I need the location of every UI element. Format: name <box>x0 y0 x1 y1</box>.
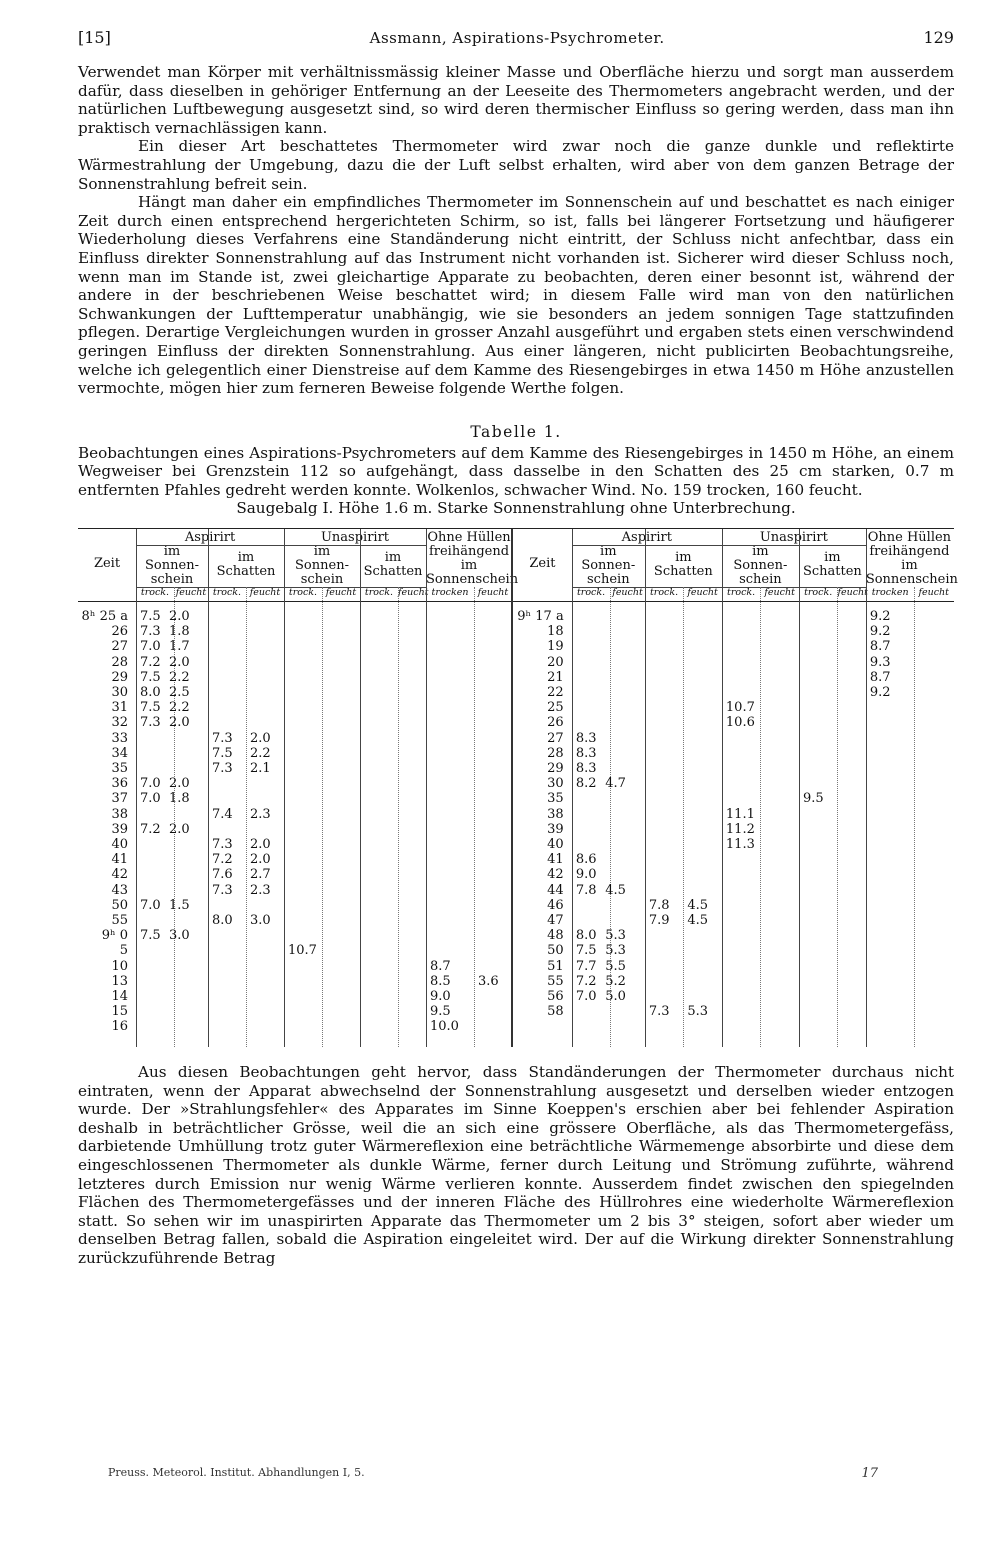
time-cell: 41 <box>547 852 564 868</box>
table-row <box>78 867 511 882</box>
value-cell: 7.6 <box>212 867 233 883</box>
value-cell: 5.2 <box>605 973 626 989</box>
table-row <box>78 761 511 776</box>
time-cell: 15 <box>111 1004 128 1020</box>
time-cell: 26 <box>111 624 128 640</box>
table-row <box>78 1004 511 1019</box>
value-cell: 1.8 <box>169 624 190 640</box>
table-row <box>78 731 511 746</box>
table-row <box>513 928 954 943</box>
header-aspirirt: Aspirirt <box>621 530 672 546</box>
value-cell: 4.5 <box>687 897 709 913</box>
value-cell: 3.6 <box>478 973 499 989</box>
value-cell: 7.2 <box>575 973 597 989</box>
table-row <box>513 609 954 624</box>
header-schein-u: schein <box>739 572 782 588</box>
time-cell: 16 <box>111 1019 128 1035</box>
header-rule-1 <box>284 545 426 546</box>
value-cell: 8.2 <box>575 776 597 792</box>
table-row <box>513 883 954 898</box>
value-cell: 7.8 <box>648 897 670 913</box>
table-row <box>513 913 954 928</box>
table-row <box>513 974 954 989</box>
value-cell: 9.0 <box>575 867 597 883</box>
table-row <box>78 883 511 898</box>
table-left-half <box>78 529 519 1047</box>
value-cell: 7.0 <box>140 776 161 792</box>
time-cell: 37 <box>111 791 128 807</box>
header-im-ohne: im <box>901 558 918 574</box>
header-freihaengend: freihängend <box>869 544 950 560</box>
header-im-ohne: im <box>460 558 478 574</box>
header-aspirirt: Aspirirt <box>184 530 236 546</box>
value-cell: 2.0 <box>169 654 190 670</box>
value-cell: 2.0 <box>169 821 190 837</box>
table-header <box>513 529 958 602</box>
time-cell: 50 <box>547 943 564 959</box>
time-cell: 39 <box>111 821 128 837</box>
table-row <box>78 776 511 791</box>
table-header <box>78 529 519 602</box>
value-cell: 8.7 <box>869 669 891 685</box>
header-schatten-u: Schatten <box>363 564 423 580</box>
value-cell: 7.7 <box>575 958 597 974</box>
value-cell: 7.5 <box>140 609 161 625</box>
header-sub-trock-4: trock. <box>727 587 756 599</box>
table-row <box>78 624 511 639</box>
header-zeit: Zeit <box>93 556 121 572</box>
value-cell: 7.2 <box>140 821 161 837</box>
table-right-half <box>511 529 958 1047</box>
header-sonnen-u: Sonnen- <box>733 558 788 574</box>
header-schatten-u: Schatten <box>802 564 862 580</box>
time-cell: 30 <box>111 685 128 701</box>
value-cell: 4.5 <box>605 882 626 898</box>
value-cell: 9.2 <box>869 685 891 701</box>
header-sonnenschein-ohne: Sonnenschein <box>865 572 958 588</box>
value-cell: 1.8 <box>169 791 190 807</box>
table-row <box>78 852 511 867</box>
time-cell: 27 <box>111 639 128 655</box>
value-cell: 7.9 <box>648 913 670 929</box>
value-cell: 7.0 <box>140 791 161 807</box>
table-row <box>513 867 954 882</box>
value-cell: 8.0 <box>140 685 161 701</box>
value-cell: 8.3 <box>575 745 597 761</box>
value-cell: 2.0 <box>250 730 271 746</box>
value-cell: 5.0 <box>605 989 626 1005</box>
paragraph-1: Verwendet man Körper mit verhältnissmässig kleiner Masse und Oberfläche hierzu und sorgt man ausserdem dafür, dass dieselben in gehöriger Entfernung an der Leeseite des Thermometers angebracht werden, und der natürlichen Luftbewegung ausgesetzt sind, so wird deren thermischer Einfluss so gering werden, dass man ihn praktisch vernachlässigen kann. <box>78 63 954 137</box>
header-sub-feucht-5: feucht <box>764 587 795 599</box>
value-cell: 5.3 <box>605 943 626 959</box>
table-row <box>78 715 511 730</box>
value-cell: 8.7 <box>869 639 891 655</box>
table-row <box>513 822 954 837</box>
header-sub-trocken-8: trocken <box>871 587 909 599</box>
value-cell: 11.1 <box>725 806 755 822</box>
time-cell: 33 <box>111 730 128 746</box>
time-cell: 47 <box>547 913 564 929</box>
value-cell: 10.6 <box>725 715 755 731</box>
time-cell: 35 <box>547 791 564 807</box>
table-row <box>513 837 954 852</box>
header-ohne-huellen: Ohne Hüllen <box>427 530 511 546</box>
time-cell: 18 <box>547 624 564 640</box>
table-row <box>78 609 511 624</box>
table-row <box>513 776 954 791</box>
table-row <box>513 761 954 776</box>
table-row <box>78 746 511 761</box>
table-row <box>513 852 954 867</box>
table-row <box>513 746 954 761</box>
value-cell: 7.3 <box>648 1004 670 1020</box>
value-cell: 9.2 <box>869 624 891 640</box>
time-cell: 9ʰ 17 a <box>517 609 564 625</box>
paragraph-2: Ein dieser Art beschattetes Thermometer wird zwar noch die ganze dunkle und reflektirte Wärmestrahlung der Umgebung, dazu die der Luft selbst erhalten, wird aber von dem ganzen Betrage der Sonnenstrahlung befreit sein. <box>78 137 954 193</box>
value-cell: 7.3 <box>212 730 233 746</box>
value-cell: 7.3 <box>212 761 233 777</box>
value-cell: 7.4 <box>212 806 233 822</box>
value-cell: 2.7 <box>250 867 271 883</box>
header-unaspirirt: Unaspirirt <box>320 530 390 546</box>
table-row <box>78 959 511 974</box>
time-cell: 25 <box>547 700 564 716</box>
time-cell: 38 <box>111 806 128 822</box>
value-cell: 2.0 <box>250 852 271 868</box>
value-cell: 7.5 <box>212 745 233 761</box>
table-caption-last-line: Saugebalg I. Höhe 1.6 m. Starke Sonnenstrahlung ohne Unterbrechung. <box>236 499 796 518</box>
time-cell: 13 <box>111 973 128 989</box>
time-cell: 36 <box>111 776 128 792</box>
time-cell: 30 <box>547 776 564 792</box>
table-row <box>513 700 954 715</box>
header-sub-trock-4: trock. <box>288 587 318 599</box>
header-sub-trock-0: trock. <box>140 587 170 599</box>
header-sub-feucht-1: feucht <box>612 587 643 599</box>
value-cell: 10.7 <box>725 700 755 716</box>
page <box>78 28 958 1268</box>
value-cell: 7.3 <box>140 624 161 640</box>
value-cell: 7.5 <box>575 943 597 959</box>
value-cell: 2.0 <box>169 609 190 625</box>
table-row <box>513 898 954 913</box>
table-row <box>78 791 511 806</box>
value-cell: 5.5 <box>605 958 626 974</box>
time-cell: 29 <box>111 669 128 685</box>
header-sub-feucht-3: feucht <box>249 587 281 599</box>
table-row <box>513 685 954 700</box>
time-cell: 21 <box>547 669 564 685</box>
time-cell: 58 <box>547 1004 564 1020</box>
value-cell: 5.3 <box>605 928 626 944</box>
time-cell: 28 <box>111 654 128 670</box>
value-cell: 9.2 <box>869 609 891 625</box>
header-im-a2: im <box>237 550 255 566</box>
time-cell: 50 <box>111 897 128 913</box>
value-cell: 8.7 <box>430 958 451 974</box>
table-row <box>78 974 511 989</box>
header-rule-0 <box>572 545 722 546</box>
value-cell: 9.5 <box>430 1004 451 1020</box>
header-im-u2: im <box>824 550 841 566</box>
value-cell: 7.5 <box>140 700 161 716</box>
table-row <box>78 655 511 670</box>
time-cell: 28 <box>547 745 564 761</box>
table-row <box>513 807 954 822</box>
table-row <box>78 670 511 685</box>
value-cell: 8.3 <box>575 761 597 777</box>
time-cell: 22 <box>547 685 564 701</box>
value-cell: 1.5 <box>169 897 190 913</box>
value-cell: 2.2 <box>250 745 271 761</box>
observation-table <box>78 528 958 1047</box>
time-cell: 43 <box>111 882 128 898</box>
value-cell: 5.3 <box>687 1004 709 1020</box>
value-cell: 8.3 <box>575 730 597 746</box>
header-schatten-a: Schatten <box>653 564 713 580</box>
value-cell: 10.7 <box>288 943 317 959</box>
value-cell: 3.0 <box>169 928 190 944</box>
value-cell: 7.0 <box>140 639 161 655</box>
table-title: Tabelle 1. <box>470 422 562 441</box>
header-sub-feucht-7: feucht <box>837 587 868 599</box>
value-cell: 7.2 <box>212 852 233 868</box>
header-im-u1: im <box>313 544 331 560</box>
header-sub-trock-6: trock. <box>364 587 394 599</box>
value-cell: 2.3 <box>250 882 271 898</box>
header-title: Assmann, Aspirations-Psychrometer. <box>369 29 665 47</box>
time-cell: 40 <box>547 837 564 853</box>
time-cell: 55 <box>111 913 128 929</box>
value-cell: 8.0 <box>575 928 597 944</box>
value-cell: 8.0 <box>212 913 233 929</box>
value-cell: 2.0 <box>169 776 190 792</box>
time-cell: 10 <box>111 958 128 974</box>
header-rule-2 <box>572 587 866 588</box>
value-cell: 8.5 <box>430 973 451 989</box>
header-sonnenschein-ohne: Sonnenschein <box>426 572 519 588</box>
header-rule-2 <box>136 587 426 588</box>
value-cell: 7.0 <box>140 897 161 913</box>
header-sub-trock-0: trock. <box>576 587 606 599</box>
table-row <box>513 715 954 730</box>
value-cell: 7.2 <box>140 654 161 670</box>
table-caption: Beobachtungen eines Aspirations-Psychrometers auf dem Kamme des Riesengebirges in 1450 m Höhe, an einem Wegweiser bei Grenzstein 112 so aufgehängt, dass dasselbe in den Schatten des 25 cm starken, 0.7 m entfernten Pfahles gedreht werden konnte. Wolkenlos, schwacher Wind. No. 159 trocken, 160 feucht. <box>78 443 954 499</box>
time-cell: 27 <box>547 730 564 746</box>
value-cell: 3.0 <box>250 913 271 929</box>
value-cell: 7.3 <box>212 837 233 853</box>
header-sub-trock-2: trock. <box>649 587 679 599</box>
value-cell: 9.3 <box>869 654 891 670</box>
time-cell: 48 <box>547 928 564 944</box>
header-sonnen-u: Sonnen- <box>295 558 349 574</box>
header-sonnen-a: Sonnen- <box>145 558 199 574</box>
table-row <box>78 913 511 928</box>
time-cell: 51 <box>547 958 564 974</box>
header-freihaengend: freihängend <box>428 544 510 560</box>
footer-sheet-number: 17 <box>861 1466 878 1481</box>
header-im-u1: im <box>752 544 769 560</box>
header-sub-feucht-9: feucht <box>477 587 509 599</box>
header-im-u2: im <box>384 550 402 566</box>
header-unaspirirt: Unaspirirt <box>759 530 828 546</box>
time-cell: 14 <box>111 989 128 1005</box>
header-sub-trocken-8: trocken <box>431 587 469 599</box>
value-cell: 11.2 <box>725 821 755 837</box>
value-cell: 2.1 <box>250 761 271 777</box>
table-row <box>78 928 511 943</box>
page-footer <box>108 1466 878 1481</box>
value-cell: 7.3 <box>140 715 161 731</box>
time-cell: 56 <box>547 989 564 1005</box>
time-cell: 38 <box>547 806 564 822</box>
header-sub-feucht-9: feucht <box>918 587 949 599</box>
table-row <box>78 700 511 715</box>
table-row <box>513 639 954 654</box>
table-row <box>513 989 954 1004</box>
value-cell: 7.0 <box>575 989 597 1005</box>
header-schein-a: schein <box>150 572 194 588</box>
value-cell: 2.0 <box>250 837 271 853</box>
table-row <box>513 624 954 639</box>
table-row <box>78 685 511 700</box>
value-cell: 4.5 <box>687 913 709 929</box>
value-cell: 8.6 <box>575 852 597 868</box>
time-cell: 55 <box>547 973 564 989</box>
value-cell: 7.3 <box>212 882 233 898</box>
time-cell: 46 <box>547 897 564 913</box>
header-im-a2: im <box>675 550 692 566</box>
time-cell: 9ʰ 0 <box>101 928 128 944</box>
time-cell: 29 <box>547 761 564 777</box>
time-cell: 31 <box>111 700 128 716</box>
header-rule-0 <box>136 545 284 546</box>
time-cell: 8ʰ 25 a <box>81 609 128 625</box>
time-cell: 19 <box>547 639 564 655</box>
header-sub-trock-6: trock. <box>804 587 833 599</box>
paragraph-after-table: Aus diesen Beobachtungen geht hervor, dass Standänderungen der Thermometer durchaus nicht eintraten, wenn der Apparat abwechselnd der Sonnenstrahlung ausgesetzt und derselben wieder entzogen wurde. Der »Strahlungsfehler« des Apparates im Sinne Koeppen's erschien aber bei fehlender Aspiration deshalb in beträchtlicher Grösse, weil die an sich eine grössere Oberfläche, als das Thermometergefäss, darbietende Umhüllung trotz guter Wärmereflexion eine beträchtliche Wärmemenge absorbirte und diese dem eingeschlossenen Thermometer als dunkle Wärme, ferner durch Leitung und Strömung zuführte, während letzteres durch Emission nur wenig Wärme verlieren konnte. Ausserdem findet zwischen den spiegelnden Flächen des Thermometergefässes und der inneren Fläche des Hüllrohres eine wiederholte Wärmereflexion statt. So sehen wir im unaspirirten Apparate das Thermometer um 2 bis 3° steigen, sofort aber wieder um denselben Betrag fallen, sobald die Aspiration eingeleitet wird. Der auf die Wirkung direkter Sonnenstrahlung zurückzuführende Betrag <box>78 1063 954 1267</box>
table-row <box>78 1019 511 1034</box>
table-row <box>78 837 511 852</box>
header-sonnen-a: Sonnen- <box>581 558 636 574</box>
time-cell: 26 <box>547 715 564 731</box>
paragraph-3: Hängt man daher ein empfindliches Thermometer im Sonnenschein auf und beschattet es nach einiger Zeit durch einen entsprechend hergerichteten Schirm, so ist, falls bei längerer Fortsetzung und häufigerer Wiederholung dieses Verfahrens eine Standänderung nicht eintritt, der Schluss nicht anfechtbar, dass ein Einfluss direkter Sonnenstrahlung auf das Instrument nicht vorhanden ist. Sicherer wird dieser Schluss noch, wenn man im Stande ist, zwei gleichartige Apparate zu beobachten, deren einer besonnt ist, während der andere in der beschriebenen Weise beschattet wird; in diesem Falle wird man von den natürlichen Schwankungen der Lufttemperatur unabhängig, wie sie besonders an jedem sonnigen Tage stattzufinden pflegen. Derartige Vergleichungen wurden in grosser Anzahl ausgeführt und ergaben stets einen verschwindend geringen Einfluss der direkten Sonnenstrahlung. Aus einer längeren, nicht publicirten Beobachtungsreihe, welche ich gelegentlich einer Dienstreise auf dem Kamme des Riesengebirges in etwa 1450 m Höhe anzustellen vermochte, mögen hier zum ferneren Beweise folgende Werthe folgen. <box>78 193 954 398</box>
value-cell: 9.0 <box>430 989 451 1005</box>
table-row <box>513 731 954 746</box>
table-row <box>78 639 511 654</box>
time-cell: 41 <box>111 852 128 868</box>
table-row <box>78 943 511 958</box>
table-row <box>513 1004 954 1019</box>
value-cell: 2.2 <box>169 700 190 716</box>
header-page-number: 129 <box>923 28 954 47</box>
time-cell: 42 <box>547 867 564 883</box>
time-cell: 32 <box>111 715 128 731</box>
header-sub-feucht-1: feucht <box>175 587 207 599</box>
value-cell: 2.2 <box>169 669 190 685</box>
header-schein-a: schein <box>587 572 630 588</box>
value-cell: 7.8 <box>575 882 597 898</box>
table-row <box>513 670 954 685</box>
footer-publication: Preuss. Meteorol. Institut. Abhandlungen I, 5. <box>108 1466 365 1479</box>
table-row <box>513 959 954 974</box>
time-cell: 34 <box>111 745 128 761</box>
value-cell: 2.5 <box>169 685 190 701</box>
time-cell: 20 <box>547 654 564 670</box>
table-row <box>78 822 511 837</box>
header-sub-feucht-3: feucht <box>687 587 718 599</box>
time-cell: 5 <box>119 943 128 959</box>
header-im-a1: im <box>163 544 181 560</box>
table-row <box>513 943 954 958</box>
value-cell: 11.3 <box>725 837 755 853</box>
time-cell: 35 <box>111 761 128 777</box>
time-cell: 44 <box>547 882 564 898</box>
header-schatten-a: Schatten <box>216 564 276 580</box>
header-sub-feucht-7: feucht <box>398 587 429 599</box>
value-cell: 2.3 <box>250 806 271 822</box>
time-cell: 42 <box>111 867 128 883</box>
header-rule-1 <box>722 545 866 546</box>
value-cell: 10.0 <box>430 1019 459 1035</box>
header-section-number: [15] <box>78 28 111 47</box>
table-row <box>513 655 954 670</box>
time-cell: 40 <box>111 837 128 853</box>
header-im-a1: im <box>600 544 617 560</box>
value-cell: 9.5 <box>802 791 824 807</box>
header-zeit: Zeit <box>529 556 556 572</box>
value-cell: 7.5 <box>140 928 161 944</box>
running-header <box>78 28 954 50</box>
table-row <box>78 989 511 1004</box>
value-cell: 2.0 <box>169 715 190 731</box>
value-cell: 4.7 <box>605 776 626 792</box>
table-row <box>513 791 954 806</box>
header-schein-u: schein <box>300 572 344 588</box>
header-ohne-huellen: Ohne Hüllen <box>867 530 952 546</box>
time-cell: 39 <box>547 821 564 837</box>
header-sub-trock-2: trock. <box>212 587 242 599</box>
table-row <box>78 807 511 822</box>
value-cell: 7.5 <box>140 669 161 685</box>
header-sub-feucht-5: feucht <box>325 587 357 599</box>
value-cell: 1.7 <box>169 639 190 655</box>
table-row <box>78 898 511 913</box>
